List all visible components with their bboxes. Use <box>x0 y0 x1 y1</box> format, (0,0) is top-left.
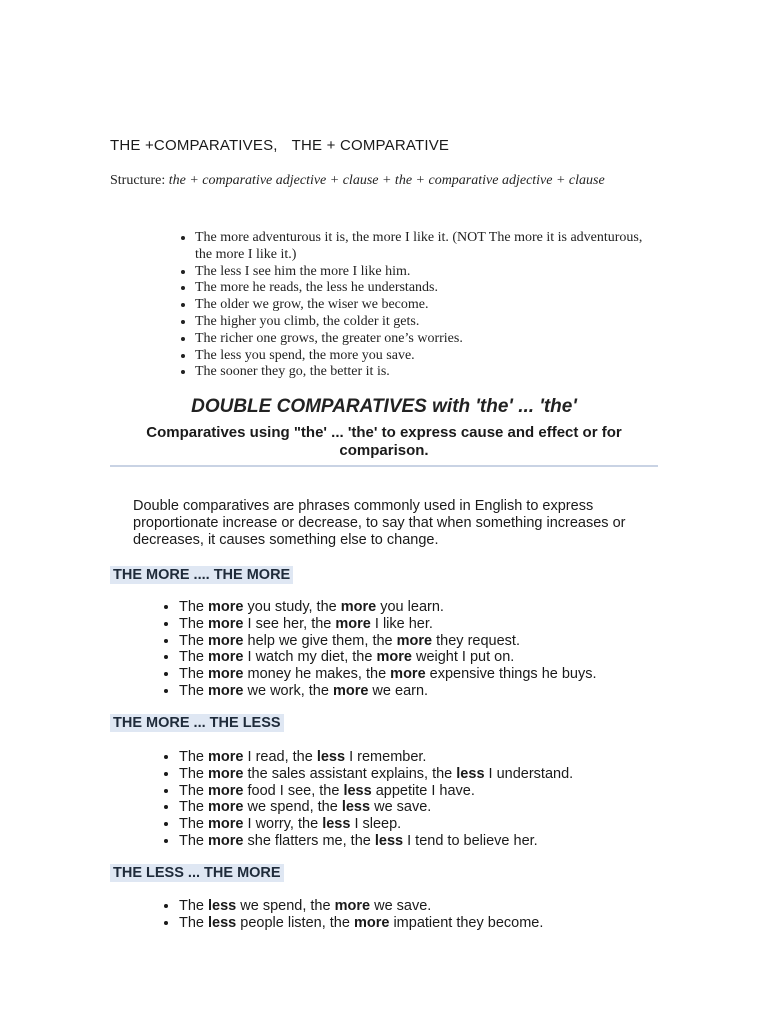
section-label-less-more: THE LESS ... THE MORE <box>110 864 284 882</box>
list-item: • The more we work, the more we earn. <box>179 683 699 700</box>
list-item: • The richer one grows, the greater one’s worries. <box>195 331 655 348</box>
list-item: • The less I see him the more I like him. <box>195 264 655 281</box>
list-item: • The more food I see, the less appetite I have. <box>179 783 699 800</box>
list-item: • The less you spend, the more you save. <box>195 348 655 365</box>
list-item: • The more I worry, the less I sleep. <box>179 816 699 833</box>
divider <box>110 465 658 467</box>
list-item: • The more the sales assistant explains, the less I understand. <box>179 766 699 783</box>
structure-label: Structure: <box>110 173 166 188</box>
less-more-list <box>150 898 699 932</box>
list-item: • The more she flatters me, the less I tend to believe her. <box>179 833 699 850</box>
page-heading <box>110 137 449 154</box>
structure-formula: the + comparative adjective + clause + the + comparative adjective + clause <box>168 173 605 188</box>
list-item: • The sooner they go, the better it is. <box>195 364 655 381</box>
list-item: • The more money he makes, the more expensive things he buys. <box>179 666 699 683</box>
serif-example-list <box>160 230 655 381</box>
section-label-more-more: THE MORE .... THE MORE <box>110 566 293 584</box>
list-item: • The more you study, the more you learn. <box>179 599 699 616</box>
list-item: • The older we grow, the wiser we become. <box>195 297 655 314</box>
list-item: • The more we spend, the less we save. <box>179 799 699 816</box>
list-item: • The less people listen, the more impatient they become. <box>179 915 699 932</box>
section-label-more-less: THE MORE ... THE LESS <box>110 714 284 732</box>
double-comparatives-subtitle: Comparatives using "the' ... 'the' to express cause and effect or for comparison. <box>146 424 622 459</box>
list-item: • The more help we give them, the more they request. <box>179 633 699 650</box>
heading-part-2: THE + COMPARATIVE <box>291 137 450 154</box>
list-item: • The more he reads, the less he understands. <box>195 280 655 297</box>
more-less-list <box>150 749 699 850</box>
more-more-list <box>150 599 699 700</box>
list-item: • The less we spend, the more we save. <box>179 898 699 915</box>
list-item: • The more I watch my diet, the more weight I put on. <box>179 649 699 666</box>
double-comparatives-title: DOUBLE COMPARATIVES with 'the' ... 'the' <box>191 396 577 417</box>
heading-part-1: THE +COMPARATIVES, <box>110 137 278 154</box>
structure-line <box>110 172 630 189</box>
list-item: • The more adventurous it is, the more I like it. (NOT The more it is adventurous, the more I like it.) <box>195 230 655 264</box>
list-item: • The higher you climb, the colder it gets. <box>195 314 655 331</box>
list-item: • The more I read, the less I remember. <box>179 749 699 766</box>
list-item: • The more I see her, the more I like her. <box>179 616 699 633</box>
intro-paragraph: Double comparatives are phrases commonly used in English to express proportionate increase or decrease, to say that when something increases or decreases, it causes something else to change. <box>133 498 626 548</box>
